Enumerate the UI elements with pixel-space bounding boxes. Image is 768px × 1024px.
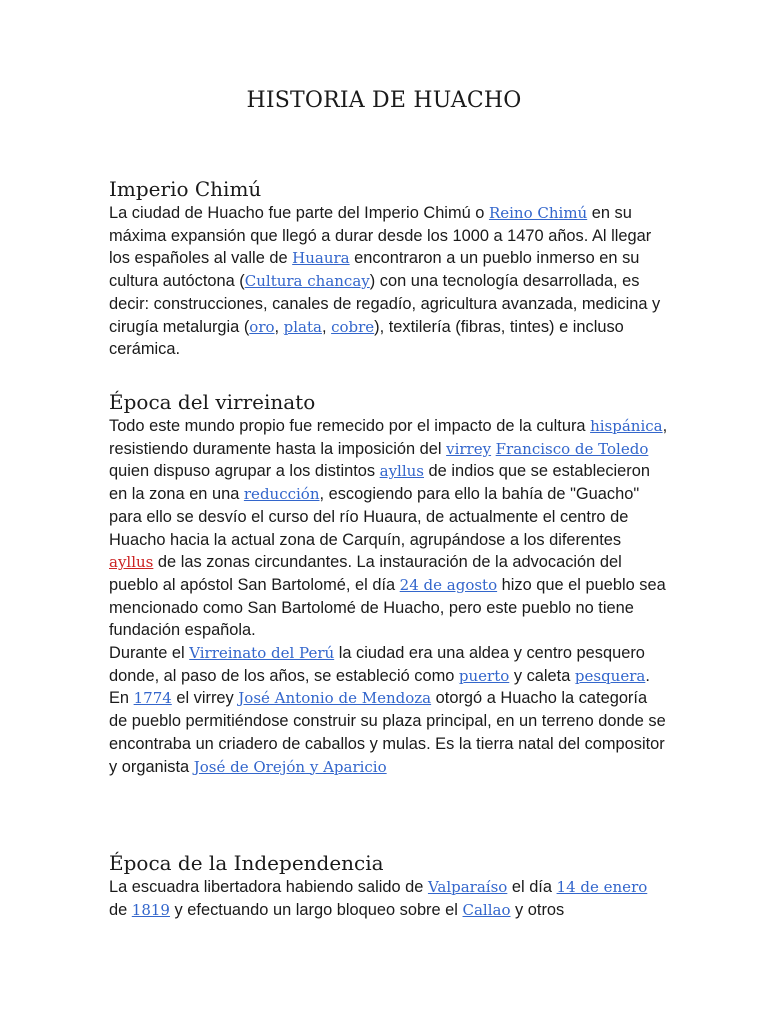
- text-run: La escuadra libertadora habiendo salido de: [109, 878, 428, 896]
- section-epoca-independencia: [109, 850, 669, 921]
- text-run: hizo que el pueblo sea mencionado como San Bartolomé de Huacho, pero este pueblo no tiene fundación española.: [109, 575, 666, 640]
- link-huaura[interactable]: Huaura: [292, 249, 350, 268]
- link-24-de-agosto[interactable]: 24 de agosto: [399, 575, 498, 594]
- link-1819[interactable]: 1819: [131, 900, 170, 919]
- link-pesquera[interactable]: pesquera: [574, 666, 646, 685]
- document-title: HISTORIA DE HUACHO: [246, 88, 522, 113]
- text-run: Durante el: [109, 644, 190, 663]
- text-run: de indios que se establecieron en la zona en una: [109, 462, 650, 504]
- section-imperio-chimu: [109, 176, 669, 361]
- link-virreinato-del-peru[interactable]: Virreinato del Perú: [189, 644, 335, 663]
- link-hispanica[interactable]: hispánica: [590, 417, 663, 435]
- link-reino-chimu[interactable]: Reino Chimú: [488, 204, 588, 222]
- link-puerto[interactable]: puerto: [458, 666, 510, 685]
- link-oro[interactable]: oro: [249, 317, 275, 336]
- text-run: y caleta: [509, 666, 575, 685]
- link-1774[interactable]: 1774: [133, 689, 172, 708]
- link-ayllus-missing[interactable]: ayllus: [109, 553, 154, 572]
- paragraph: [109, 202, 669, 361]
- text-run: de: [109, 900, 132, 919]
- text-run: y otros: [510, 900, 565, 919]
- text-run: el día: [507, 878, 557, 896]
- section-heading: Época de la Independencia: [109, 851, 384, 875]
- text-run: encontraron a un pueblo inmerso en su cultura autóctona (: [109, 249, 640, 291]
- link-reduccion[interactable]: reducción: [243, 485, 320, 504]
- link-francisco-de-toledo[interactable]: Francisco de Toledo: [495, 439, 649, 458]
- link-jose-de-orejon-y-aparicio[interactable]: José de Orejón y Aparicio: [193, 757, 387, 776]
- text-run: otorgó a Huacho la categoría de pueblo permitiéndose construir su plaza principal, en un terreno donde se encontraba un criadero de caballos y mulas. Es la tierra natal del compositor y organista: [109, 689, 666, 776]
- text-run: , resistiendo duramente hasta la imposición del: [109, 417, 668, 458]
- text-run: el virrey: [171, 689, 239, 708]
- link-cultura-chancay[interactable]: Cultura chancay: [244, 272, 370, 291]
- text-run: ) con una tecnología desarrollada, es decir: construcciones, canales de regadío, agricultura avanzada, medicina y cirugía metalurgia (: [109, 272, 661, 336]
- section-heading: Época del virreinato: [109, 390, 316, 414]
- text-run: ,: [321, 317, 332, 336]
- link-14-de-enero[interactable]: 14 de enero: [556, 878, 648, 896]
- text-run: Todo este mundo propio fue remecido por el impacto de la cultura: [109, 417, 591, 435]
- text-run: La ciudad de Huacho fue parte del Imperio Chimú o: [109, 204, 489, 222]
- paragraph: [109, 642, 669, 778]
- text-run: quien dispuso agrupar a los distintos: [109, 462, 380, 481]
- link-callao[interactable]: Callao: [462, 900, 511, 919]
- link-cobre[interactable]: cobre: [331, 317, 375, 336]
- section-epoca-virreinato: [109, 389, 669, 778]
- text-run: ,: [274, 317, 284, 336]
- text-run: , escogiendo para ello la bahía de "Guacho" para ello se desvío el curso del río Huaura, de actualmente el centro de Huacho hacia la actual zona de Carquín, agrupándose a los diferentes: [109, 485, 640, 549]
- paragraph: [109, 876, 669, 921]
- link-virrey[interactable]: virrey: [446, 439, 492, 458]
- link-plata[interactable]: plata: [283, 317, 322, 336]
- text-run: la ciudad era una aldea y centro pesquero donde, al paso de los años, se estableció como: [109, 644, 645, 685]
- text-run: de las zonas circundantes. La instauración de la advocación del pueblo al apóstol San Bartolomé, el día: [109, 553, 622, 594]
- section-heading: Imperio Chimú: [109, 177, 262, 201]
- text-run: en su máxima expansión que llegó a durar desde los 1000 a 1470 años. Al llegar los españoles al valle de: [109, 204, 652, 268]
- text-run: . En: [109, 666, 650, 708]
- text-run: ), textilería (fibras, tintes) e incluso cerámica.: [109, 317, 624, 359]
- paragraph: [109, 415, 669, 642]
- text-run: y efectuando un largo bloqueo sobre el: [169, 900, 463, 919]
- link-jose-antonio-de-mendoza[interactable]: José Antonio de Mendoza: [238, 689, 432, 708]
- link-valparaiso[interactable]: Valparaíso: [427, 878, 508, 896]
- link-ayllus[interactable]: ayllus: [379, 462, 424, 481]
